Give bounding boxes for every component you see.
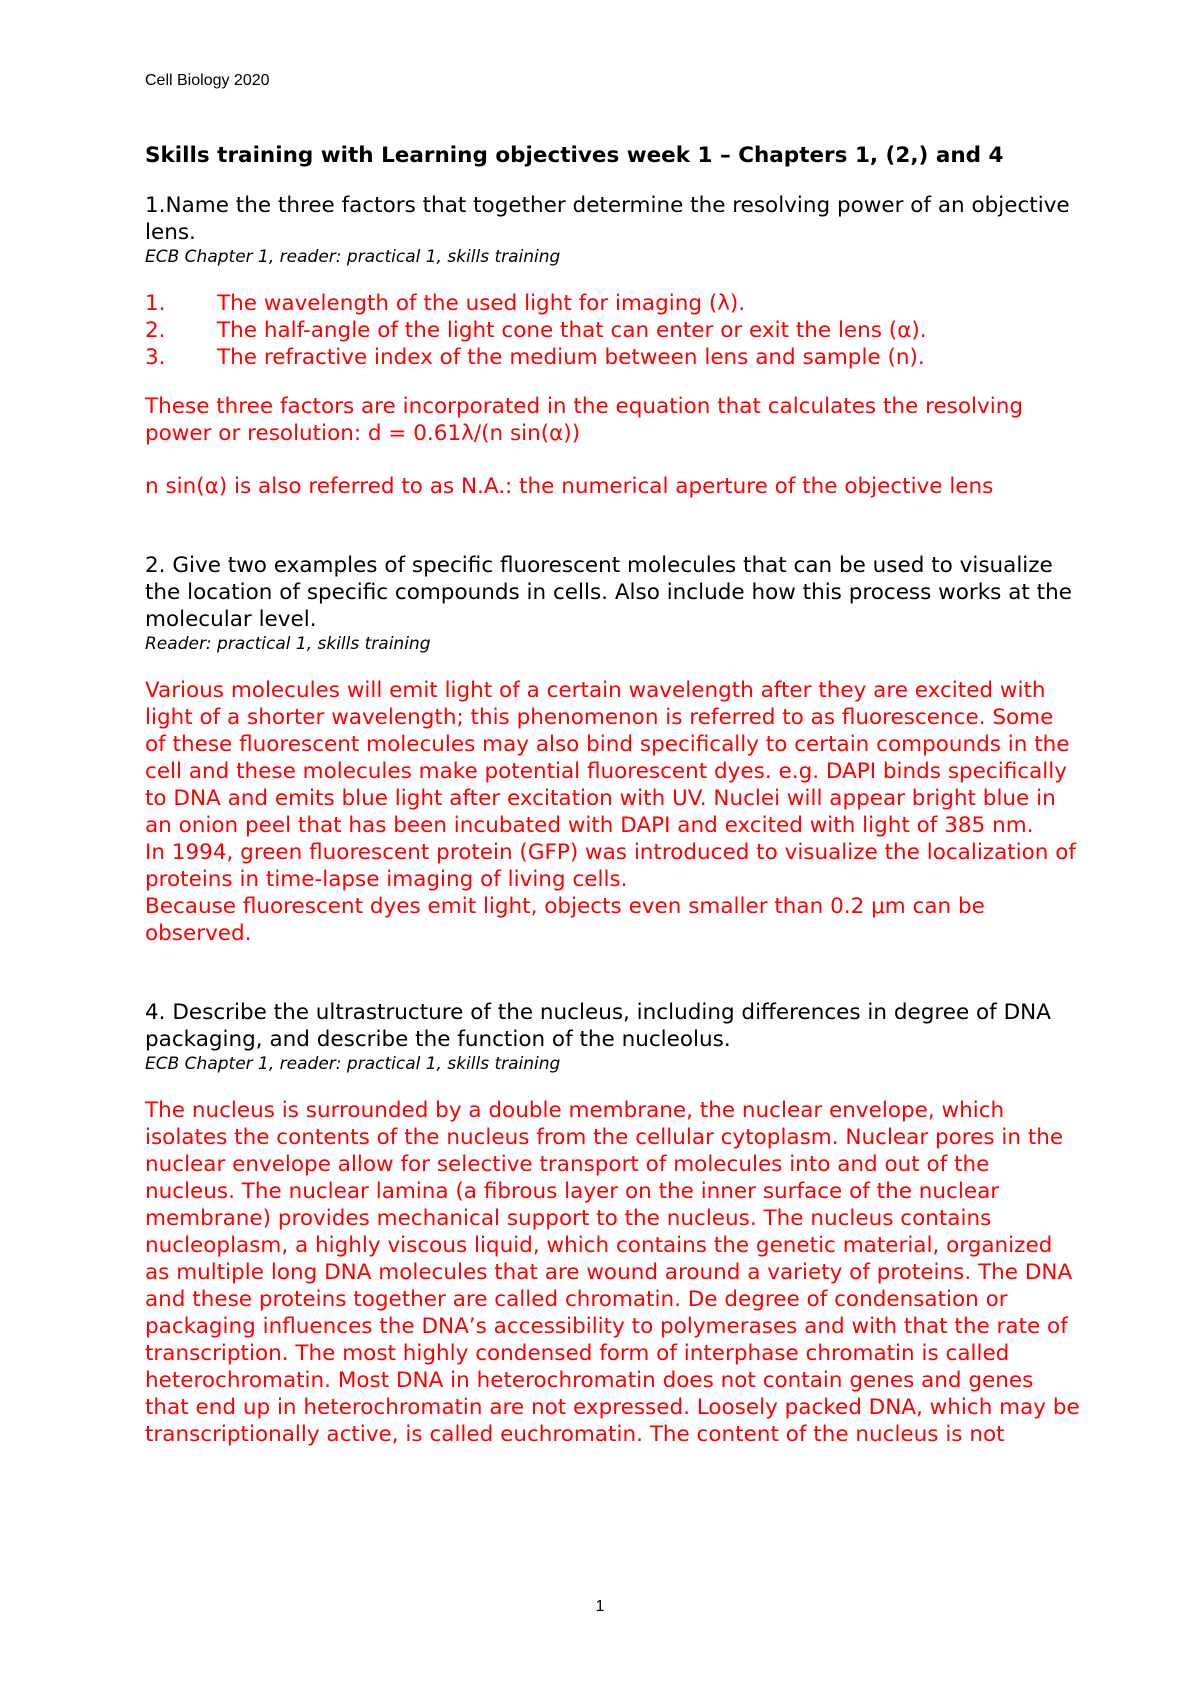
resolving-factors-list xyxy=(145,290,1080,371)
answer-paragraph: In 1994, green fluorescent protein (GFP) was introduced to visualize the localization of proteins in time-lapse imaging of living cells. xyxy=(145,840,1076,892)
page-header: Cell Biology 2020 xyxy=(145,72,270,89)
question-2-section xyxy=(145,552,1080,947)
list-item xyxy=(145,344,1080,371)
question-4-text: 4. Describe the ultrastructure of the nucleus, including differences in degree of DNA packaging, and describe the function of the nucleolus. xyxy=(145,1000,1051,1052)
question-2-answer xyxy=(145,677,1080,947)
list-item-text: The wavelength of the used light for imaging (λ). xyxy=(217,291,746,316)
list-item-number: 1. xyxy=(145,291,166,316)
page-number: 1 xyxy=(595,1598,605,1615)
answer-paragraph: The nucleus is surrounded by a double membrane, the nuclear envelope, which isolates the contents of the nucleus from the cellular cytoplasm. Nuclear pores in the nuclear envelope allow for selective transport of molecules into and out of the nucleus. The nuclear lamina (a fibrous layer on the inner surface of the nuclear membrane) provides mechanical support to the nucleus. The nucleus contains nucleoplasm, a highly viscous liquid, which contains the genetic material, organized as multiple long DNA molecules that are wound around a variety of proteins. The DNA and these proteins together are called chromatin. De degree of condensation or packaging influences the DNA’s accessibility to polymerases and with that the rate of transcription. The most highly condensed form of interphase chromatin is called heterochromatin. Most DNA in heterochromatin does not contain genes and genes that end up in heterochromatin are not expressed. Loosely packed DNA, which may be transcriptionally active, is called euchromatin. The content of the nucleus is not xyxy=(145,1098,1080,1447)
question-1-section xyxy=(145,192,1080,500)
answer-paragraph: n sin(α) is also referred to as N.A.: the numerical aperture of the objective lens xyxy=(145,474,994,499)
question-2-text: 2. Give two examples of specific fluorescent molecules that can be used to visualize the location of specific compounds in cells. Also include how this process works at the molecular level. xyxy=(145,553,1072,632)
answer-paragraph: Because fluorescent dyes emit light, objects even smaller than 0.2 μm can be observed. xyxy=(145,894,985,946)
list-item xyxy=(145,290,1080,317)
question-2-reference: Reader: practical 1, skills training xyxy=(145,634,431,654)
question-1-reference: ECB Chapter 1, reader: practical 1, skills training xyxy=(145,247,561,267)
list-item-number: 2. xyxy=(145,318,166,343)
page-content xyxy=(145,142,1080,1474)
list-item xyxy=(145,317,1080,344)
question-4-section xyxy=(145,999,1080,1448)
list-item-text: The refractive index of the medium between lens and sample (n). xyxy=(217,345,925,370)
answer-paragraph: Various molecules will emit light of a certain wavelength after they are excited with light of a shorter wavelength; this phenomenon is referred to as fluorescence. Some of these fluorescent molecules may also bind specifically to certain compounds in the cell and these molecules make potential fluorescent dyes. e.g. DAPI binds specifically to DNA and emits blue light after excitation with UV. Nuclei will appear bright blue in an onion peel that has been incubated with DAPI and excited with light of 385 nm. xyxy=(145,678,1070,838)
list-item-text: The half-angle of the light cone that can enter or exit the lens (α). xyxy=(217,318,927,343)
question-4-reference: ECB Chapter 1, reader: practical 1, skills training xyxy=(145,1054,561,1074)
answer-paragraph: These three factors are incorporated in the equation that calculates the resolving power or resolution: d = 0.61λ/(n sin(α)) xyxy=(145,394,1023,446)
list-item-number: 3. xyxy=(145,345,166,370)
question-1-text: 1.Name the three factors that together determine the resolving power of an objective lens. xyxy=(145,193,1070,245)
question-1-answer xyxy=(145,393,1080,500)
document-title: Skills training with Learning objectives week 1 – Chapters 1, (2,) and 4 xyxy=(145,143,1004,168)
question-4-answer xyxy=(145,1097,1080,1448)
